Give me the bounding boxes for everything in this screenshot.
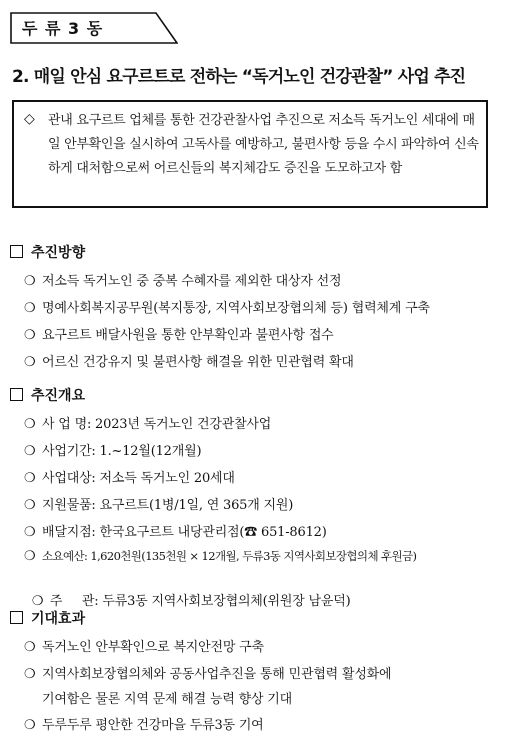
list-item <box>24 575 500 609</box>
circle-bullet-icon: ❍ <box>24 328 36 343</box>
section-heading-effects <box>10 608 85 628</box>
circle-bullet-icon: ❍ <box>24 417 36 432</box>
list-item-text: 지원물품: 요구르트(1병/1일, 연 365개 지원) <box>42 498 294 513</box>
list-item <box>24 548 500 564</box>
circle-bullet-icon: ❍ <box>24 549 36 564</box>
section-heading-direction <box>10 242 85 262</box>
circle-bullet-icon: ❍ <box>24 355 36 370</box>
circle-bullet-icon: ❍ <box>24 498 36 513</box>
list-item-text: 사업기간: 1.~12월(12개월) <box>42 444 202 459</box>
circle-bullet-icon: ❍ <box>24 274 36 289</box>
circle-bullet-icon: ❍ <box>24 444 36 459</box>
list-item <box>24 521 500 540</box>
section-heading-label: 추진개요 <box>31 388 86 404</box>
page-title: 2. 매일 안심 요구르트로 전하는 “독거노인 건강관찰” 사업 추진 <box>12 67 466 87</box>
diamond-bullet-icon: ◇ <box>24 111 35 127</box>
list-item <box>24 714 500 733</box>
circle-bullet-icon: ❍ <box>24 718 36 733</box>
circle-bullet-icon: ❍ <box>24 471 36 486</box>
department-label: 두 류 3 동 <box>22 19 104 38</box>
list-item-text: 어르신 건강유지 및 불편사항 해결을 위한 민관협력 확대 <box>42 355 354 370</box>
summary-text: 관내 요구르트 업체를 통한 건강관찰사업 추진으로 저소득 독거노인 세대에 매일 안부확인을 실시하여 고독사를 예방하고, 불편사항 등을 수시 파악하여 신속하게 대처함으로써 어르신들의 복지체감도 증진을 도모하고자 함 <box>48 113 479 176</box>
list-item-text: 두루두루 평안한 건강마을 두류3동 기여 <box>42 718 264 733</box>
circle-bullet-icon: ❍ <box>24 525 36 540</box>
list-item <box>24 663 500 682</box>
section-heading-label: 추진방향 <box>31 245 86 261</box>
summary-box <box>12 100 488 208</box>
list-item-text: 소요예산: 1,620천원(135천원 × 12개월, 두류3동 지역사회보장협의체 후원금) <box>42 549 417 563</box>
checkbox-square-icon <box>10 611 23 624</box>
list-item-text: 독거노인 안부확인으로 복지안전망 구축 <box>42 640 264 655</box>
list-item-continuation <box>24 688 500 707</box>
circle-bullet-icon: ❍ <box>24 301 36 316</box>
list-item <box>24 297 500 316</box>
list-item-text: 요구르트 배달사원을 통한 안부확인과 불편사항 접수 <box>42 328 334 343</box>
list-item <box>24 440 500 459</box>
list-item <box>24 467 500 486</box>
circle-bullet-icon: ❍ <box>31 594 44 609</box>
list-item <box>24 413 500 432</box>
section-heading-overview <box>10 385 85 405</box>
list-item-text: 사 업 명: 2023년 독거노인 건강관찰사업 <box>42 417 272 432</box>
list-item-text: 배달지점: 한국요구르트 내당관리점(☎ 651-8612) <box>42 525 327 540</box>
list-item-text: 저소득 독거노인 중 중복 수혜자를 제외한 대상자 선정 <box>42 274 342 289</box>
checkbox-square-icon <box>10 388 23 401</box>
list-item <box>24 494 500 513</box>
circle-bullet-icon: ❍ <box>24 667 36 682</box>
list-item <box>24 351 500 370</box>
section-heading-label: 기대효과 <box>31 611 86 627</box>
list-item-text: 명예사회복지공무원(복지통장, 지역사회보장협의체 등) 협력체계 구축 <box>42 301 430 316</box>
list-item <box>24 636 500 655</box>
list-item-text: 기여함은 물론 지역 문제 해결 능력 향상 기대 <box>42 692 292 707</box>
department-tab <box>10 12 178 44</box>
list-item <box>24 324 500 343</box>
list-item-text: 사업대상: 저소득 독거노인 20세대 <box>42 471 235 486</box>
list-item <box>24 270 500 289</box>
list-item-text: 주 관: 두류3동 지역사회보장협의체(위원장 남윤덕) <box>49 594 351 609</box>
checkbox-square-icon <box>10 245 23 258</box>
circle-bullet-icon: ❍ <box>24 640 36 655</box>
list-item-text: 지역사회보장협의체와 공동사업추진을 통해 민관협력 활성화에 <box>42 667 392 682</box>
